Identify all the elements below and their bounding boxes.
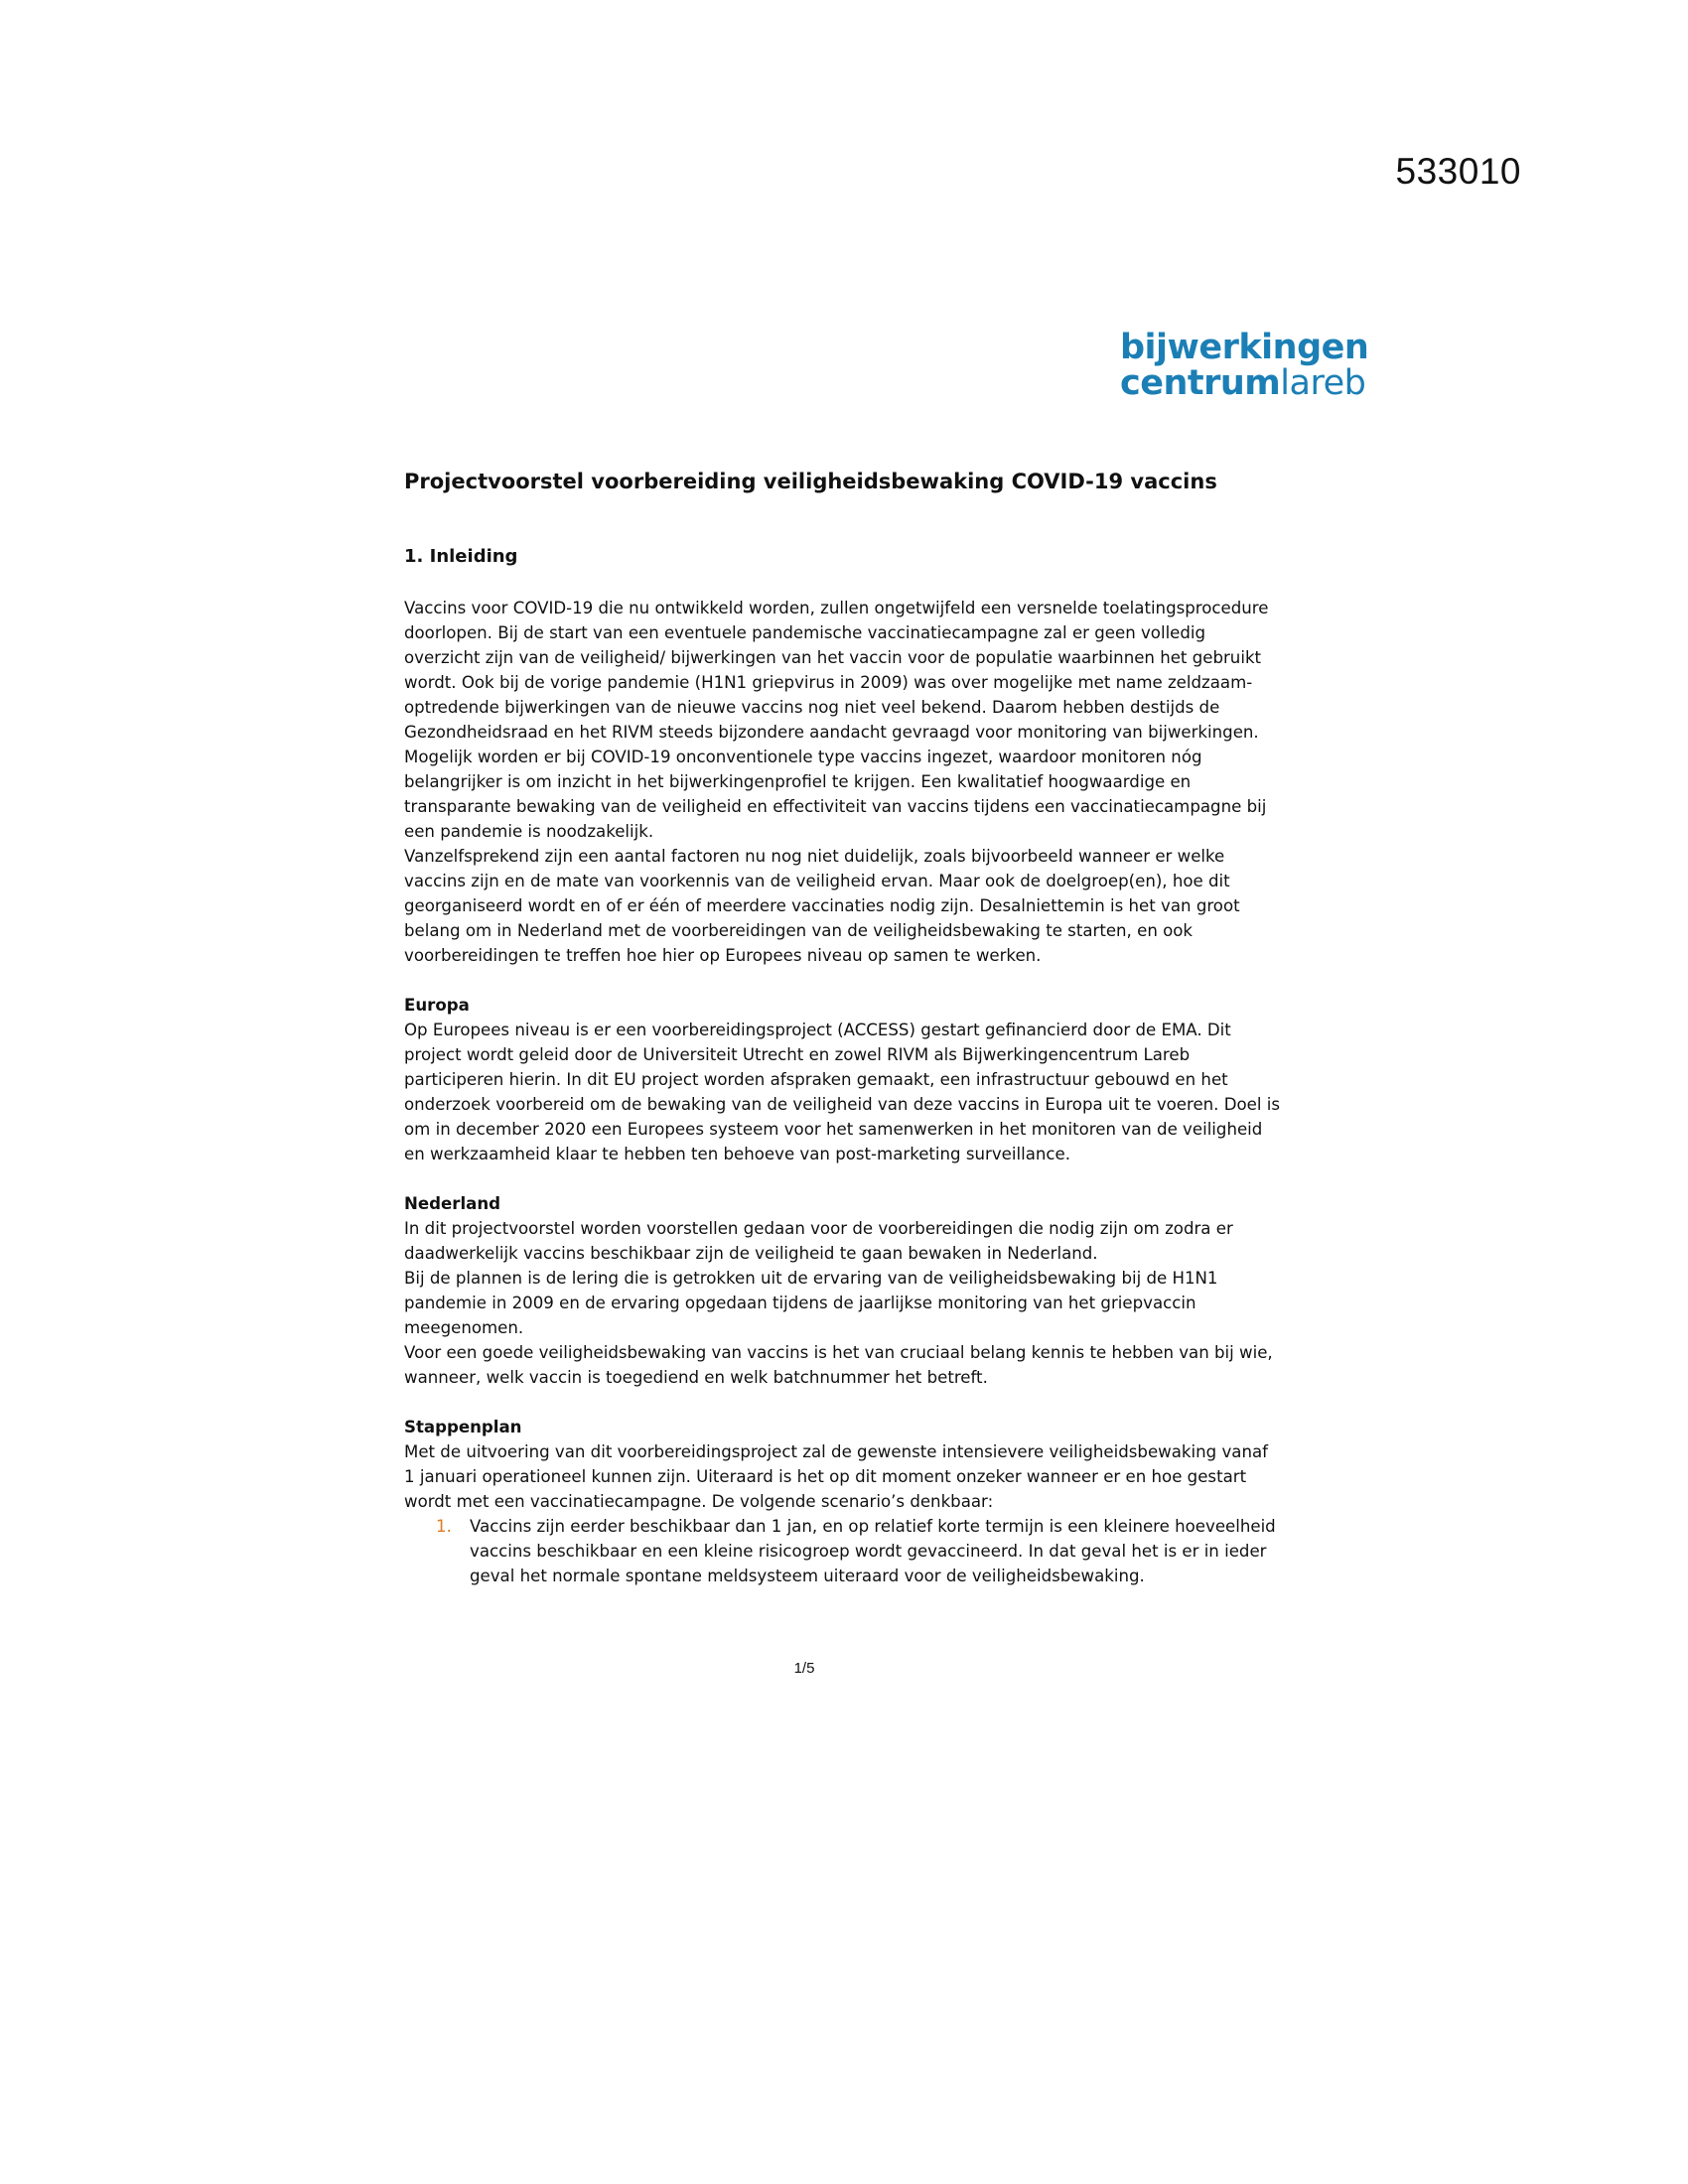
logo-centrum: centrum (1120, 363, 1281, 403)
logo-lareb: lareb (1280, 363, 1366, 403)
scenario-list (404, 1514, 1283, 1588)
nederland-paragraph: In dit projectvoorstel worden voorstellen gedaan voor de voorbereidingen die nodig zijn om zodra er daadwerkelijk vaccins beschikbaar zijn de veiligheid te gaan bewaken in Nederland. (404, 1219, 1233, 1263)
lareb-logo (1120, 330, 1378, 401)
logo-line-centrum-lareb (1120, 365, 1378, 401)
europa-block (404, 993, 1283, 1166)
intro-paragraph: Vanzelfsprekend zijn een aantal factoren nu nog niet duidelijk, zoals bijvoorbeeld wanneer er welke vaccins zijn en de mate van voorkennis van de veiligheid ervan. Maar ook de doelgroep(en), hoe dit georganiseerd wordt en of er één of meerdere vaccinaties nodig zijn. Desalniettemin is het van groot belang om in Nederland met de voorbereidingen van de veiligheidsbewaking te starten, en ook voorbereidingen te treffen hoe hier op Europees niveau op samen te werken. (404, 847, 1240, 965)
page-number: 1/5 (793, 1660, 815, 1677)
subheading-nederland: Nederland (404, 1194, 501, 1213)
document-title: Projectvoorstel voorbereiding veiligheidsbewaking COVID-19 vaccins (404, 470, 1217, 493)
list-item-number: 1. (436, 1517, 452, 1536)
stappenplan-block (404, 1415, 1283, 1588)
subheading-europa: Europa (404, 996, 470, 1015)
logo-line-bijwerkingen: bijwerkingen (1120, 328, 1369, 367)
intro-block (404, 596, 1283, 968)
europa-paragraph: Op Europees niveau is er een voorbereidingsproject (ACCESS) gestart gefinancierd door de EMA. Dit project wordt geleid door de Universiteit Utrecht en zowel RIVM als Bijwerkingencentrum Lareb participeren hierin. In dit EU project worden afspraken gemaakt, een infrastructuur gebouwd en het onderzoek voorbereid om de bewaking van de veiligheid van deze vaccins in Europa uit te voeren. Doel is om in december 2020 een Europees systeem voor het samenwerken in het monitoren van de veiligheid en werkzaamheid klaar te hebben ten behoeve van post-marketing surveillance. (404, 1021, 1281, 1163)
intro-paragraph: Vaccins voor COVID-19 die nu ontwikkeld worden, zullen ongetwijfeld een versnelde toelatingsprocedure doorlopen. Bij de start van een eventuele pandemische vaccinatiecampagne zal er geen volledig overzicht zijn van de veiligheid/ bijwerkingen van het vaccin voor de populatie waarbinnen het gebruikt wordt. Ook bij de vorige pandemie (H1N1 griepvirus in 2009) was over mogelijke met name zeldzaam-optredende bijwerkingen van de nieuwe vaccins nog niet veel bekend. Daarom hebben destijds de Gezondheidsraad en het RIVM steeds bijzondere aandacht gevraagd voor monitoring van bijwerkingen. Mogelijk worden er bij COVID-19 onconventionele type vaccins ingezet, waardoor monitoren nóg belangrijker is om inzicht in het bijwerkingenprofiel te krijgen. Een kwalitatief hoogwaardige en transparante bewaking van de veiligheid en effectiviteit van vaccins tijdens een vaccinatiecampagne bij een pandemie is noodzakelijk. (404, 599, 1269, 841)
subheading-stappenplan: Stappenplan (404, 1418, 522, 1436)
list-item (436, 1514, 1283, 1588)
stappenplan-paragraph: Met de uitvoering van dit voorbereidingsproject zal de gewenste intensievere veiligheidsbewaking vanaf 1 januari operationeel kunnen zijn. Uiteraard is het op dit moment onzeker wanneer er en hoe gestart wordt met een vaccinatiecampagne. De volgende scenario’s denkbaar: (404, 1442, 1268, 1511)
document-body (404, 467, 1283, 1613)
list-item-text: Vaccins zijn eerder beschikbaar dan 1 jan, en op relatief korte termijn is een kleinere hoeveelheid vaccins beschikbaar en een kleine risicogroep wordt gevaccineerd. In dat geval het is er in ieder geval het normale spontane meldsysteem uiteraard voor de veiligheidsbewaking. (470, 1517, 1276, 1585)
document-number: 533010 (1395, 151, 1521, 192)
nederland-paragraph: Bij de plannen is de lering die is getrokken uit de ervaring van de veiligheidsbewaking bij de H1N1 pandemie in 2009 en de ervaring opgedaan tijdens de jaarlijkse monitoring van het griepvaccin meegenomen. (404, 1269, 1218, 1337)
nederland-block (404, 1191, 1283, 1390)
section-heading-inleiding: 1. Inleiding (404, 546, 518, 567)
nederland-paragraph: Voor een goede veiligheidsbewaking van vaccins is het van cruciaal belang kennis te hebben van bij wie, wanneer, welk vaccin is toegediend en welk batchnummer het betreft. (404, 1343, 1273, 1387)
